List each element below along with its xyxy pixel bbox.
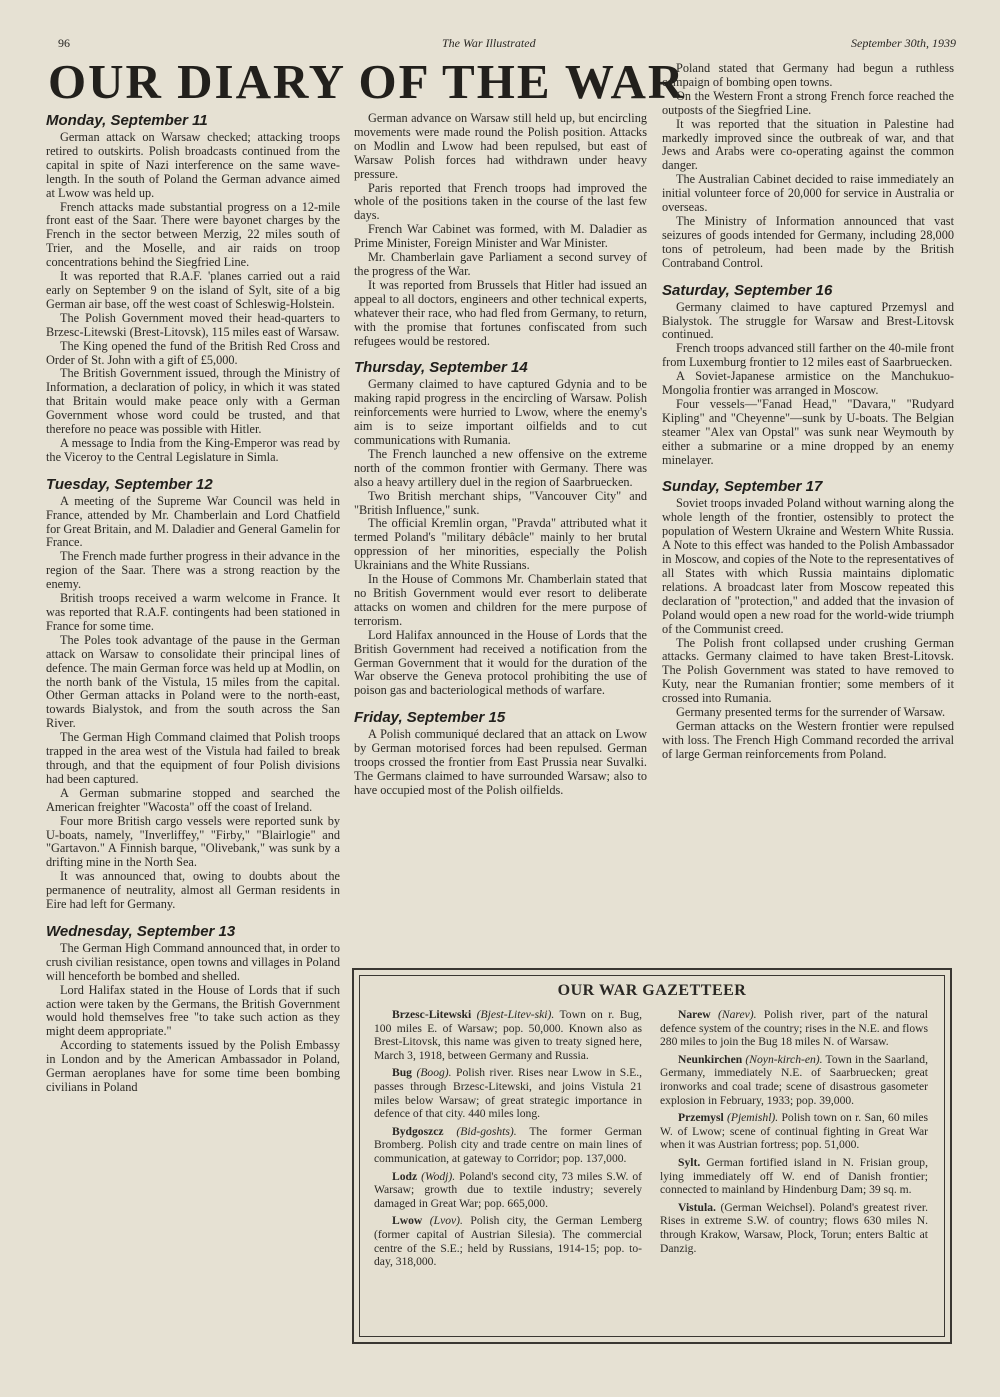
gazetteer-entry: [374, 1125, 642, 1166]
diary-entry: According to statements issued by the Polish Embassy in London and by the American Ambassador in Poland, German aeroplanes have for some time been bombing civilians in Poland: [46, 1038, 340, 1094]
gazetteer-pronunciation: (Bid-goshts).: [456, 1124, 517, 1138]
gazetteer-description: (German Weichsel). Poland's greatest river. Rises in extreme S.W. of country; flows 630 miles N. through Krakow, Warsaw, Plock, Torun; enters Baltic at Danzig.: [660, 1200, 929, 1255]
gazetteer-term: Narew: [678, 1008, 711, 1021]
page-number: 96: [58, 36, 70, 50]
gazetteer-term: Neunkirchen: [678, 1052, 743, 1066]
gazetteer-term: Brzesc-Litewski: [392, 1008, 472, 1021]
gazetteer-pronunciation: (Boog).: [416, 1066, 452, 1080]
gazetteer-term: Sylt.: [678, 1155, 701, 1169]
diary-entry: Four more British cargo vessels were reported sunk by U-boats, namely, "Inverliffey," "Firby," "Blairlogie" and "Gartavon." A Finnish barque, "Olivebank," was sunk by a drifting mine in the North Sea.: [46, 813, 340, 870]
diary-entry: The French launched a new offensive on the extreme north of the common frontier with Germany. There was also a heavy artillery duel in the region of Saarbruecken.: [354, 446, 647, 489]
diary-column-1: [46, 112, 340, 1095]
page-title: OUR DIARY OF THE WAR: [48, 54, 686, 109]
gazetteer-description: German fortified island in N. Frisian group, lying immediately off W. end of Danish frontier; connected to mainland by Hindenburg Dam; 39 sq. m.: [660, 1155, 928, 1197]
gazetteer-description: Poland's second city, 73 miles S.W. of Warsaw; growth due to textile industry; severely damaged in Great War; pop. 665,000.: [374, 1169, 642, 1210]
gazetteer-description: Polish river. Rises near Lwow in S.E., passes through Brzesc-Litewski, and joins Vistula 21 miles below Warsaw; of great strategic importance in defence of that city. 440 miles long.: [374, 1066, 642, 1121]
diary-entry: British troops received a warm welcome in France. It was reported that R.A.F. contingents had been stationed in France for some time.: [46, 591, 340, 633]
diary-entry: French War Cabinet was formed, with M. Daladier as Prime Minister, Foreign Minister and War Minister.: [354, 222, 647, 251]
gazetteer-entry: [660, 1053, 928, 1107]
gazetteer-description: Town in the Saarland, Germany, immediately N.E. of Saarbruecken; great ironworks and coal trade; scene of disastrous gasometer explosion in February, 1933; pop. 39,000.: [660, 1052, 928, 1107]
diary-entry: The Polish front collapsed under crushing German attacks. Germany claimed to have taken Brest-Litovsk. The Polish Government was stated to have removed to Kuty, near the Rumanian frontier; some members of it crossed into Rumania.: [662, 635, 954, 706]
day-heading-friday: Friday, September 15: [354, 709, 506, 727]
gazetteer-entry: [660, 1156, 928, 1197]
diary-entry: A meeting of the Supreme War Council was held in France, attended by Mr. Chamberlain and Lord Chatfield for Great Britain, and M. Daladier and General Gamelin for France.: [46, 493, 340, 550]
diary-entry: The official Kremlin organ, "Pravda" attributed what it termed Poland's "military débâcle" mainly to her brutal oppression of her minorities, especially the Polish Ukrainians and the White Russians.: [354, 516, 647, 573]
war-gazetteer-box: [352, 968, 952, 1344]
gazetteer-title: OUR WAR GAZETTEER: [557, 982, 747, 999]
diary-entry: It was announced that, owing to doubts about the permanence of neutrality, almost all German residents in Eire had left for Germany.: [46, 869, 340, 912]
diary-entry: Germany claimed to have captured Przemysl and Bialystok. The struggle for Warsaw and Brest-Litovsk continued.: [662, 299, 954, 342]
diary-entry: In the House of Commons Mr. Chamberlain stated that no British Government would ever resort to deliberate attacks on women and children for the mere purpose of terrorism.: [354, 572, 647, 628]
gazetteer-entry: [374, 1214, 642, 1268]
diary-entry: Lord Halifax stated in the House of Lords that if such action were taken by the Germans, the British Government would hold themselves free "to take such action as they might deem appropriate.": [46, 982, 340, 1039]
day-heading-wednesday: Wednesday, September 13: [46, 922, 236, 940]
diary-entry: French troops advanced still farther on the 40-mile front from Luxemburg frontier to 12 miles east of Saarbruecken.: [662, 341, 954, 370]
diary-entry: The British Government issued, through the Ministry of Information, a declaration of policy, in which it was stated that Britain would make peace only with a German Government whose word could be trusted, and that therefore no peace was possible with Hitler.: [46, 366, 340, 437]
gazetteer-term: Bydgoszcz: [392, 1124, 444, 1138]
gazetteer-term: Lodz: [392, 1169, 418, 1183]
publication-name: The War Illustrated: [442, 36, 536, 50]
day-heading-sunday: Sunday, September 17: [662, 478, 823, 496]
diary-entry: It was reported that the situation in Palestine had markedly improved since the outbreak of war, and that Jews and Arabs were co-operating against the common danger.: [662, 116, 954, 173]
diary-entry: A Soviet-Japanese armistice on the Manchukuo-Mongolia frontier was arranged in Moscow.: [662, 369, 954, 398]
diary-entry: A Polish communiqué declared that an attack on Lwow by German motorised forces had been repulsed. German troops crossed the frontier from East Prussia near Suvalki. The Germans claimed to have surrounded Warsaw; also to have occupied most of the Polish oilfields.: [354, 727, 647, 797]
diary-entry: Paris reported that French troops had improved the whole of the positions taken in the course of the last few days.: [354, 180, 647, 223]
gazetteer-pronunciation: (Narev).: [717, 1008, 757, 1021]
gazetteer-entry: [660, 1111, 928, 1152]
diary-entry: The Australian Cabinet decided to raise immediately an initial volunteer force of 20,000 for service in Australia or overseas.: [662, 172, 954, 215]
gazetteer-entry: [374, 1170, 642, 1211]
diary-entry: The Ministry of Information announced that vast seizures of goods intended for Germany, including 28,000 tons of petroleum, had been made by the British Contraband Control.: [662, 213, 954, 270]
diary-entry: On the Western Front a strong French force reached the outposts of the Siegfried Line.: [662, 88, 954, 117]
gazetteer-description: Town on r. Bug, 100 miles E. of Warsaw; pop. 50,000. Known also as Brest-Litovsk, this name was given to treaty signed here, March 3, 1918, between Germany and Russia.: [374, 1008, 642, 1062]
gazetteer-entry: [660, 1008, 928, 1049]
gazetteer-pronunciation: (Noyn-kirch-en).: [745, 1052, 823, 1066]
diary-entry: A German submarine stopped and searched the American freighter "Wacosta" off the coast of Ireland.: [46, 785, 340, 814]
diary-entry: Lord Halifax announced in the House of Lords that the British Government had received a notification from the German Government that it would for the duration of the War observe the Geneva protocol prohibiting the use of poison gas and bacteriological methods of warfare.: [354, 627, 647, 698]
day-heading-tuesday: Tuesday, September 12: [46, 475, 213, 493]
gazetteer-column-right: [660, 1008, 928, 1259]
gazetteer-term: Przemysl: [678, 1111, 724, 1125]
gazetteer-pronunciation: (Pjemishl).: [727, 1111, 779, 1125]
gazetteer-pronunciation: (Bjest-Litev-ski).: [476, 1008, 555, 1021]
gazetteer-entry: [374, 1008, 642, 1062]
diary-entry: French attacks made substantial progress on a 12-mile front east of the Saar. There were bayonet charges by the French in the sector between Merzig, 22 miles south of Trier, and the Moselle, and air raids on troop concentrations behind the Siegfried Line.: [46, 199, 340, 270]
diary-entry: German attack on Warsaw checked; attacking troops retired to outskirts. Polish broadcasts continued from the capital in spite of Nazi interference on the same wave-length. In the south of Poland the German advance aimed at Lwow was held up.: [46, 130, 340, 200]
diary-entry: The Polish Government moved their head-quarters to Brzesc-Litewski (Brest-Litovsk), 115 miles east of Warsaw.: [46, 310, 340, 339]
diary-column-3: [662, 62, 954, 762]
diary-entry: German attacks on the Western frontier were repulsed with loss. The French High Command recorded the arrival of large German reinforcements from Poland.: [662, 718, 954, 761]
gazetteer-pronunciation: (Lvov).: [429, 1214, 463, 1228]
gazetteer-term: Lwow: [392, 1214, 423, 1228]
diary-entry: The German High Command announced that, in order to crush civilian resistance, open towns and villages in Poland will henceforth be bombed and shelled.: [46, 940, 340, 983]
diary-entry: The Poles took advantage of the pause in the German attack on Warsaw to consolidate their principal lines of defence. The main German force was held up at Modlin, on the north bank of the Vistula, 15 miles from the capital. Other German attacks in Poland were to the north-east, towards Bialystok, and from the south across the San River.: [46, 632, 340, 731]
gazetteer-description: Polish city, the German Lemberg (former capital of Austrian Silesia). The commercial centre of the S.E.; held by Russians, 1914-15; pop. to-day, 318,000.: [374, 1214, 642, 1269]
diary-entry: It was reported from Brussels that Hitler had issued an appeal to all doctors, engineers and other technical experts, whatever their race, who had fled from Germany, to return, with the promise that fortunes confiscated from such refugees would be restored.: [354, 277, 647, 348]
diary-entry: The French made further progress in their advance in the region of the Saar. There was a strong reaction by the enemy.: [46, 549, 340, 592]
diary-entry: It was reported that R.A.F. 'planes carried out a raid early on September 9 on the island of Sylt, site of a big German air base, off the west coast of Schleswig-Holstein.: [46, 269, 340, 311]
gazetteer-entry: [374, 1066, 642, 1120]
diary-entry: The German High Command claimed that Polish troops trapped in the area west of the Vistula had failed to break through, and that the equipment of four Polish divisions had been captured.: [46, 730, 340, 786]
gazetteer-description: Polish river, part of the natural defence system of the country; rises in the N.E. and flows 280 miles to join the Bug 18 miles N. of Warsaw.: [660, 1008, 928, 1049]
gazetteer-pronunciation: (Wodj).: [421, 1169, 456, 1183]
diary-entry: A message to India from the King-Emperor was read by the Viceroy to the Central Legislature in Simla.: [46, 435, 340, 464]
diary-entry: Four vessels—"Fanad Head," "Davara," "Rudyard Kipling" and "Cheyenne"—sunk by U-boats. The Belgian steamer "Alex van Opstal" was sunk near Weymouth by either a submarine or a mine dropped by an enemy minelayer.: [662, 396, 954, 467]
day-heading-saturday: Saturday, September 16: [662, 281, 833, 299]
diary-entry: The King opened the fund of the British Red Cross and Order of St. John with a gift of £5,000.: [46, 338, 340, 367]
diary-entry: German advance on Warsaw still held up, but encircling movements were made round the Polish position. Attacks on Modlin and Lwow had been repulsed, but east of Warsaw Polish forces had withdrawn under heavy pressure.: [354, 111, 647, 181]
diary-entry: Mr. Chamberlain gave Parliament a second survey of the progress of the War.: [354, 250, 647, 278]
diary-entry: Soviet troops invaded Poland without warning along the whole length of the frontier, ostensibly to protect the population of Western Ukraine and Western White Russia. A Note to this effect was handed to the Polish Ambassador in Moscow, and copies of the Note to the representatives of all States with which Russia maintains diplomatic relations. A broadcast later from Moscow repeated this declaration of "protection," and added that the invasion of Poland would open a new road for the world-wide triumph of the Communist creed.: [662, 496, 954, 636]
diary-entry: Germany claimed to have captured Gdynia and to be making rapid progress in the encircling of Warsaw. Polish reinforcements were hurried to Lwow, where the enemy's aim is to seize important oilfields and to cut communications with Rumania.: [354, 377, 647, 448]
day-heading-monday: Monday, September 11: [46, 112, 208, 129]
running-header: [58, 36, 956, 52]
issue-date: September 30th, 1939: [851, 36, 956, 50]
gazetteer-term: Bug: [392, 1066, 412, 1080]
gazetteer-column-left: [374, 1008, 642, 1273]
gazetteer-description: The former German Bromberg. Polish city and trade centre on main lines of communication, at gateway to Corridor; pop. 137,000.: [374, 1124, 642, 1165]
gazetteer-term: Vistula.: [678, 1200, 716, 1214]
diary-entry: Germany presented terms for the surrender of Warsaw.: [676, 705, 946, 720]
gazetteer-entry: [660, 1201, 928, 1255]
diary-entry: Poland stated that Germany had begun a ruthless campaign of bombing open towns.: [662, 61, 954, 89]
gazetteer-description: Polish town on r. San, 60 miles W. of Lwow; scene of continual fighting in Great War when it was Austrian fortress; pop. 51,000.: [660, 1111, 928, 1152]
diary-entry: Two British merchant ships, "Vancouver City" and "British Influence," sunk.: [354, 488, 647, 517]
day-heading-thursday: Thursday, September 14: [354, 359, 528, 377]
diary-column-2: [354, 112, 647, 798]
